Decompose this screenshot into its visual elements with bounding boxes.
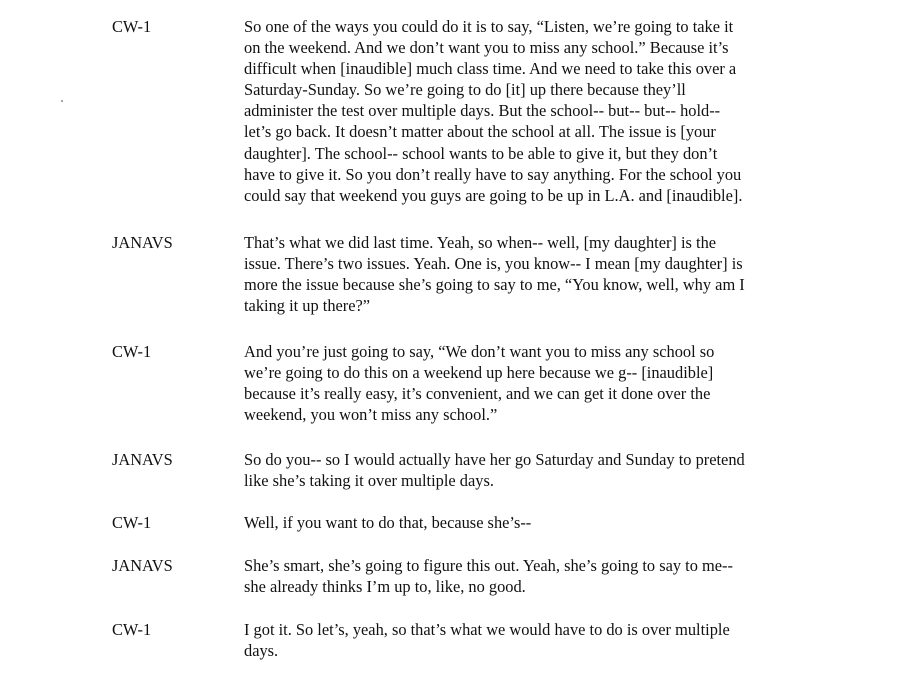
utterance-line: like she’s taking it over multiple days. xyxy=(244,471,494,491)
utterance-line: difficult when [inaudible] much class time. And we need to take this over a xyxy=(244,59,737,79)
utterance-line: daughter]. The school-- school wants to be able to give it, but they don’t xyxy=(244,143,718,163)
utterance-text xyxy=(244,449,844,491)
scan-speck xyxy=(61,100,63,102)
utterance-line: That’s what we did last time. Yeah, so when-- well, [my daughter] is the xyxy=(244,233,717,252)
utterance-line: because it’s really easy, it’s convenient, and we can get it done over the xyxy=(244,384,711,404)
utterance-text xyxy=(244,555,844,597)
utterance-line: Saturday-Sunday. So we’re going to do [it] up there because they’ll xyxy=(244,80,686,100)
utterance-line: So do you-- so I would actually have her go Saturday and Sunday to pretend xyxy=(244,450,745,469)
speaker-label: JANAVS xyxy=(112,233,173,252)
utterance-line: could say that weekend you guys are going to be up in L.A. and [inaudible]. xyxy=(244,185,743,205)
utterance-text xyxy=(244,512,844,533)
utterance-text xyxy=(244,619,844,661)
speaker-label: CW-1 xyxy=(112,342,152,361)
utterance-line: administer the test over multiple days. But the school-- but-- but-- hold-- xyxy=(244,101,721,121)
utterance-line: she already thinks I’m up to, like, no good. xyxy=(244,577,526,597)
utterance-text xyxy=(244,232,844,316)
speaker-label: JANAVS xyxy=(112,450,173,469)
utterance-line: let’s go back. It doesn’t matter about the school at all. The issue is [your xyxy=(244,122,716,142)
utterance-line: on the weekend. And we don’t want you to miss any school.” Because it’s xyxy=(244,38,729,58)
utterance-line: issue. There’s two issues. Yeah. One is, you know-- I mean [my daughter] is xyxy=(244,254,743,274)
speaker-label: JANAVS xyxy=(112,556,173,575)
utterance-line: taking it up there?” xyxy=(244,296,371,316)
utterance-line: She’s smart, she’s going to figure this out. Yeah, she’s going to say to me-- xyxy=(244,556,733,575)
utterance-text xyxy=(244,16,844,206)
utterance-line: weekend, you won’t miss any school.” xyxy=(244,405,498,425)
utterance-line: I got it. So let’s, yeah, so that’s what we would have to do is over multiple xyxy=(244,620,730,639)
utterance-line: days. xyxy=(244,641,279,661)
utterance-text xyxy=(244,341,844,425)
utterance-line: more the issue because she’s going to say to me, “You know, well, why am I xyxy=(244,275,745,295)
utterance-line: have to give it. So you don’t really have to say anything. For the school you xyxy=(244,164,742,184)
utterance-line: So one of the ways you could do it is to say, “Listen, we’re going to take it xyxy=(244,17,734,36)
utterance-line: we’re going to do this on a weekend up here because we g-- [inaudible] xyxy=(244,363,714,383)
speaker-label: CW-1 xyxy=(112,17,152,36)
utterance-line: And you’re just going to say, “We don’t want you to miss any school so xyxy=(244,342,715,361)
speaker-label: CW-1 xyxy=(112,513,152,532)
speaker-label: CW-1 xyxy=(112,620,152,639)
utterance-line: Well, if you want to do that, because she’s-- xyxy=(244,513,532,532)
